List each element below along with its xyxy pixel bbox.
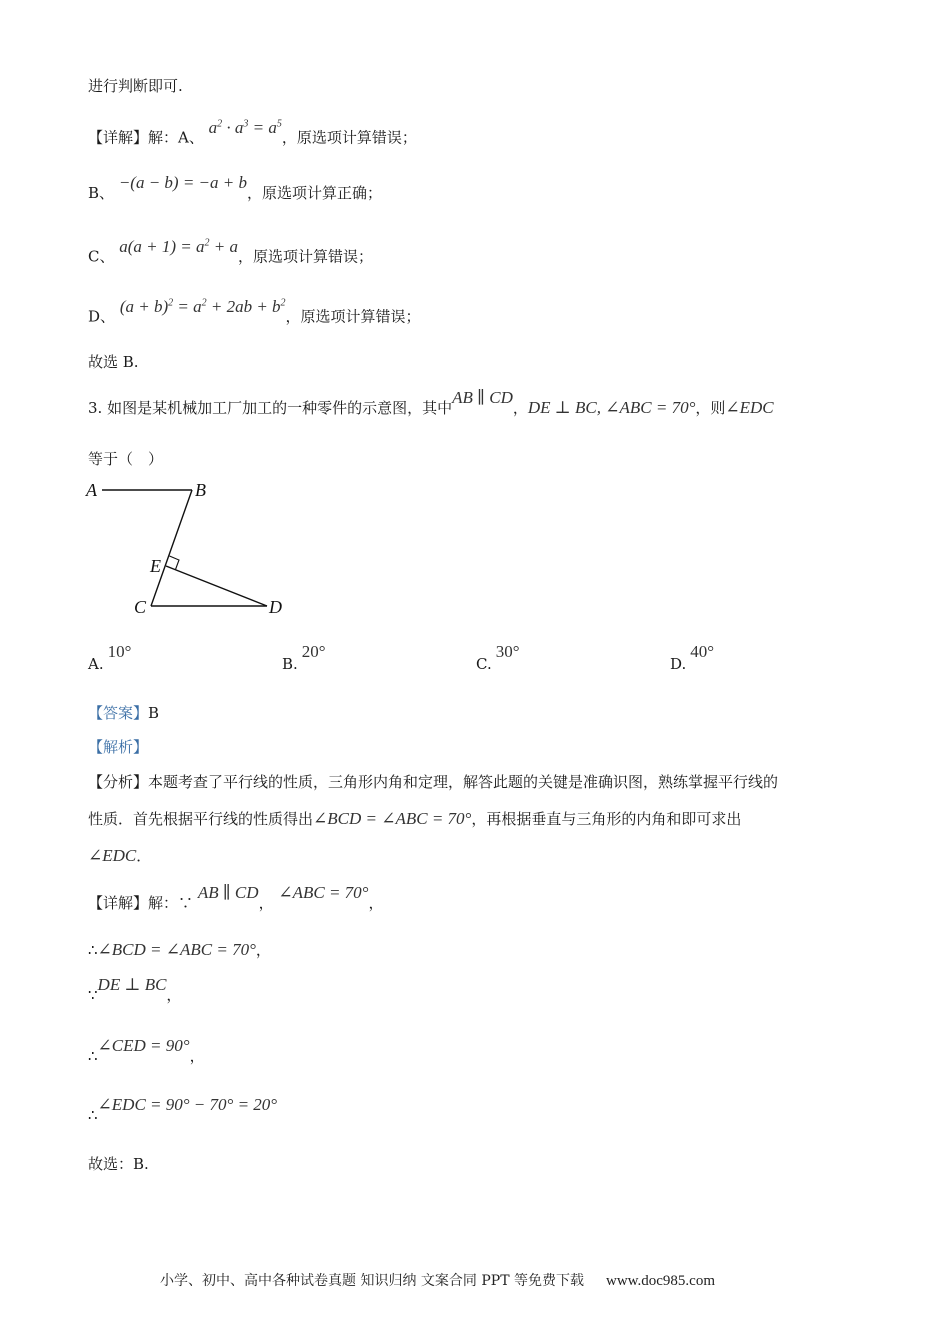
answer-value: B: [148, 704, 160, 722]
footer-text: 小学、初中、高中各种试卷真题 知识归纳 文案合同 PPT 等免费下载: [160, 1273, 584, 1289]
verdict: ，原选项计算正确；: [247, 184, 383, 202]
math-expr: ∠EDC: [88, 846, 137, 865]
question-stem: 3. 如图是某机械加工厂加工的一种零件的示意图，其中AB ∥ CD，DE ⊥ BC, ∠ABC = 70°，则∠EDC: [88, 388, 774, 417]
detail-label: 【详解】: [88, 128, 149, 147]
page-footer: [160, 1270, 715, 1290]
detail-label: 【详解】: [88, 894, 149, 912]
math-expr: −(a − b) = −a + b: [118, 173, 247, 192]
target-angle: ∠EDC: [725, 398, 774, 417]
fenxi-line-3: ∠EDC．: [88, 846, 152, 865]
answer-label: 【答案】: [88, 704, 149, 722]
option-b[interactable]: B.20°: [282, 642, 326, 673]
detail-step-3: ∵DE ⊥ BC，: [88, 975, 182, 1004]
option-d[interactable]: D.40°: [670, 642, 715, 673]
condition-perpendicular: DE ⊥ BC, ∠ABC = 70°: [527, 398, 696, 417]
analysis-label: 【解析】: [88, 738, 149, 756]
option-c[interactable]: C.30°: [476, 642, 520, 673]
question-number: 3.: [88, 399, 103, 417]
segment-ed: [166, 566, 267, 606]
point-label-b: B: [195, 480, 206, 500]
prev-solution-tail: 进行判断即可.: [88, 77, 183, 95]
point-label-a: A: [86, 480, 97, 500]
question-stem-end: 等于（ ）: [88, 450, 164, 468]
fenxi-line-2: 性质．首先根据平行线的性质得出∠BCD = ∠ABC = 70°，再根据垂直与三角形的内角和即可求出: [88, 809, 742, 828]
option-a[interactable]: A.10°: [88, 642, 132, 673]
detail-step-5: ∴∠EDC = 90° − 70° = 20°: [88, 1095, 278, 1124]
option-letter: D、: [88, 307, 116, 326]
prev-conclusion: 故选 B.: [88, 353, 139, 371]
verdict: ，原选项计算错误；: [285, 307, 421, 326]
detail-intro: 解：A、: [148, 128, 204, 147]
fenxi-line-1: 【分析】本题考查了平行线的性质，三角形内角和定理，解答此题的关键是准确识图，熟练掌握平行线的: [88, 773, 779, 791]
point-label-d: D: [269, 597, 282, 617]
prev-detail-line-b: [88, 173, 383, 203]
geometry-figure: [84, 478, 294, 618]
prev-detail-line-c: [88, 236, 374, 267]
math-expr: ∠BCD = ∠ABC = 70°: [313, 809, 472, 828]
point-label-c: C: [134, 597, 147, 617]
footer-url[interactable]: www.doc985.com: [605, 1273, 715, 1289]
prev-detail-line-d: [88, 296, 421, 327]
detail-step-1: 【详解】解：∵ AB ∥ CD， ∠ABC = 70°，: [88, 883, 384, 912]
math-expr: $(a + b)^2 = a^2 + 2ab + b^2$: [119, 296, 286, 316]
segment-bc: [151, 490, 192, 606]
fenxi-label: 【分析】: [88, 773, 149, 791]
detail-step-4: ∴∠CED = 90°，: [88, 1036, 205, 1065]
question-text: 如图是某机械加工厂加工的一种零件的示意图，其中: [107, 399, 453, 417]
prev-detail-line-a: [88, 117, 417, 148]
option-letter: B、: [88, 184, 115, 202]
option-letter: C、: [88, 247, 115, 266]
detail-step-2: ∴∠BCD = ∠ABC = 70°，: [88, 940, 271, 959]
analysis-conclusion: 故选：B.: [88, 1155, 149, 1173]
answer-line: [88, 703, 159, 723]
condition-parallel: AB ∥ CD: [452, 388, 513, 407]
verdict: ，原选项计算错误；: [281, 128, 417, 147]
point-label-e: E: [150, 556, 161, 576]
math-expr: $a(a + 1) = a^2 + a$: [119, 236, 239, 256]
math-expr: $a^2 \cdot a^3 = a^5$: [208, 117, 282, 137]
verdict: ，原选项计算错误；: [238, 247, 374, 266]
